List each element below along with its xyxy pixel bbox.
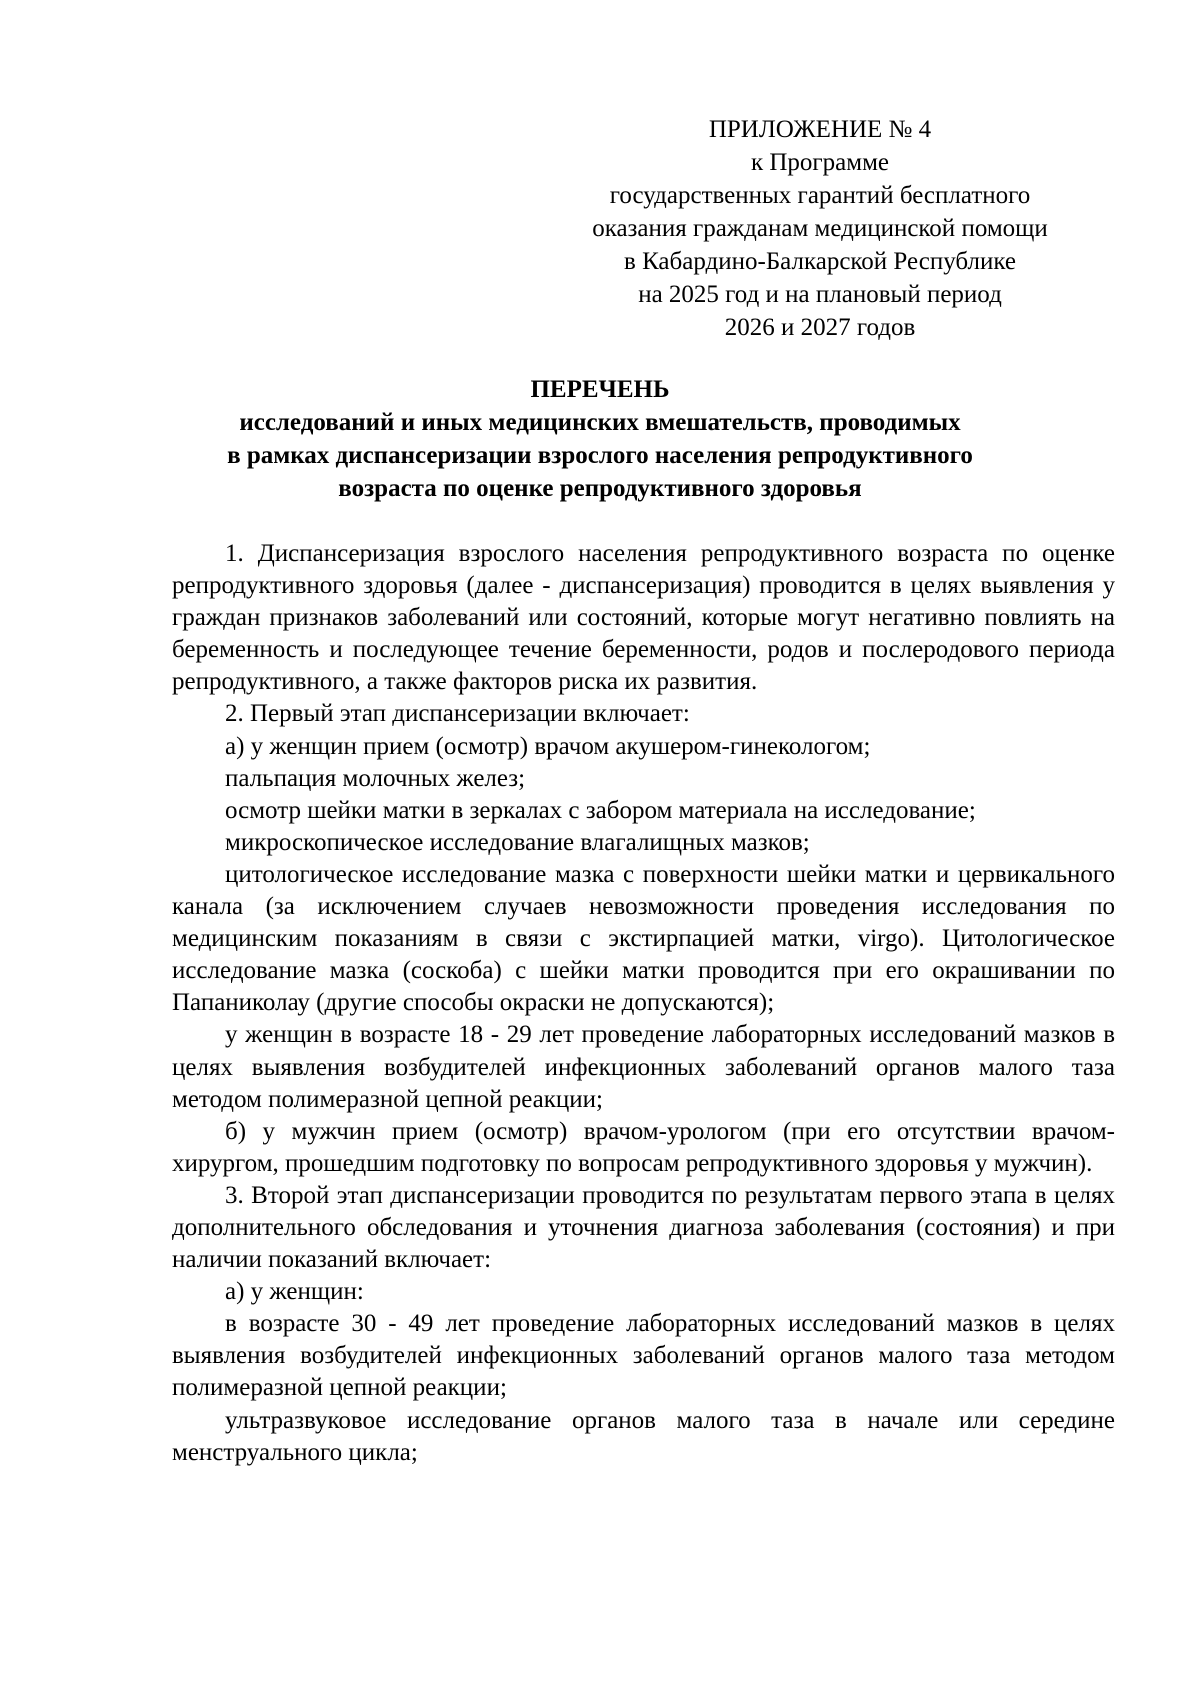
appendix-line: к Программе bbox=[750, 149, 890, 176]
appendix-block bbox=[560, 113, 1080, 344]
heading-title: ПЕРЕЧЕНЬ bbox=[530, 376, 670, 403]
paragraph: ультразвуковое исследование органов малого таза в начале или середине менструального цикла; bbox=[172, 1406, 1115, 1466]
appendix-line: оказания гражданам медицинской помощи bbox=[592, 215, 1048, 242]
paragraph: у женщин в возрасте 18 - 29 лет проведение лабораторных исследований мазков в целях выявления возбудителей инфекционных заболеваний органов малого таза методом полимеразной цепной реакции; bbox=[172, 1021, 1115, 1113]
appendix-line: на 2025 год и на плановый период bbox=[638, 281, 1002, 308]
paragraph: 2. Первый этап диспансеризации включает: bbox=[225, 700, 690, 728]
document-body bbox=[172, 538, 1115, 1469]
appendix-line: в Кабардино-Балкарской Республике bbox=[624, 248, 1016, 275]
paragraph: 3. Второй этап диспансеризации проводится по результатам первого этапа в целях дополнительного обследования и уточнения диагноза заболевания (состояния) и при наличии показаний включает: bbox=[172, 1181, 1115, 1274]
paragraph: пальпация молочных желез; bbox=[225, 764, 526, 792]
document-heading bbox=[150, 373, 1050, 505]
paragraph: в возрасте 30 - 49 лет проведение лабораторных исследований мазков в целях выявления возбудителей инфекционных заболеваний органов малого таза методом полимеразной цепной реакции; bbox=[172, 1310, 1115, 1402]
paragraph: цитологическое исследование мазка с поверхности шейки матки и цервикального канала (за исключением случаев невозможности проведения исследования по медицинским показаниям в связи с экстирпацией матки, virgo). Цитологическое исследование мазка (соскоба) с шейки матки проводится при его окрашивании по Папаниколау (другие способы окраски не допускаются); bbox=[172, 860, 1115, 1017]
paragraph: а) у женщин прием (осмотр) врачом акушером-гинекологом; bbox=[225, 732, 871, 760]
heading-line: исследований и иных медицинских вмешательств, проводимых bbox=[239, 409, 961, 436]
appendix-line: государственных гарантий бесплатного bbox=[609, 182, 1031, 209]
heading-line: возраста по оценке репродуктивного здоровья bbox=[338, 475, 862, 502]
paragraph: осмотр шейки матки в зеркалах с забором материала на исследование; bbox=[225, 796, 976, 824]
paragraph: микроскопическое исследование влагалищных мазков; bbox=[225, 828, 810, 856]
appendix-line: ПРИЛОЖЕНИЕ № 4 bbox=[708, 116, 932, 143]
heading-line: в рамках диспансеризации взрослого населения репродуктивного bbox=[227, 442, 973, 469]
appendix-line: 2026 и 2027 годов bbox=[724, 314, 916, 341]
paragraph: а) у женщин: bbox=[225, 1278, 364, 1306]
paragraph: б) у мужчин прием (осмотр) врачом-урологом (при его отсутствии врачом-хирургом, прошедшим подготовку по вопросам репродуктивного здоровья у мужчин). bbox=[172, 1117, 1115, 1177]
paragraph: 1. Диспансеризация взрослого населения репродуктивного возраста по оценке репродуктивного здоровья (далее - диспансеризация) проводится в целях выявления у граждан признаков заболеваний или состояний, которые могут негативно повлиять на беременность и последующее течение беременности, родов и послеродового периода репродуктивного, а также факторов риска их развития. bbox=[172, 540, 1115, 696]
